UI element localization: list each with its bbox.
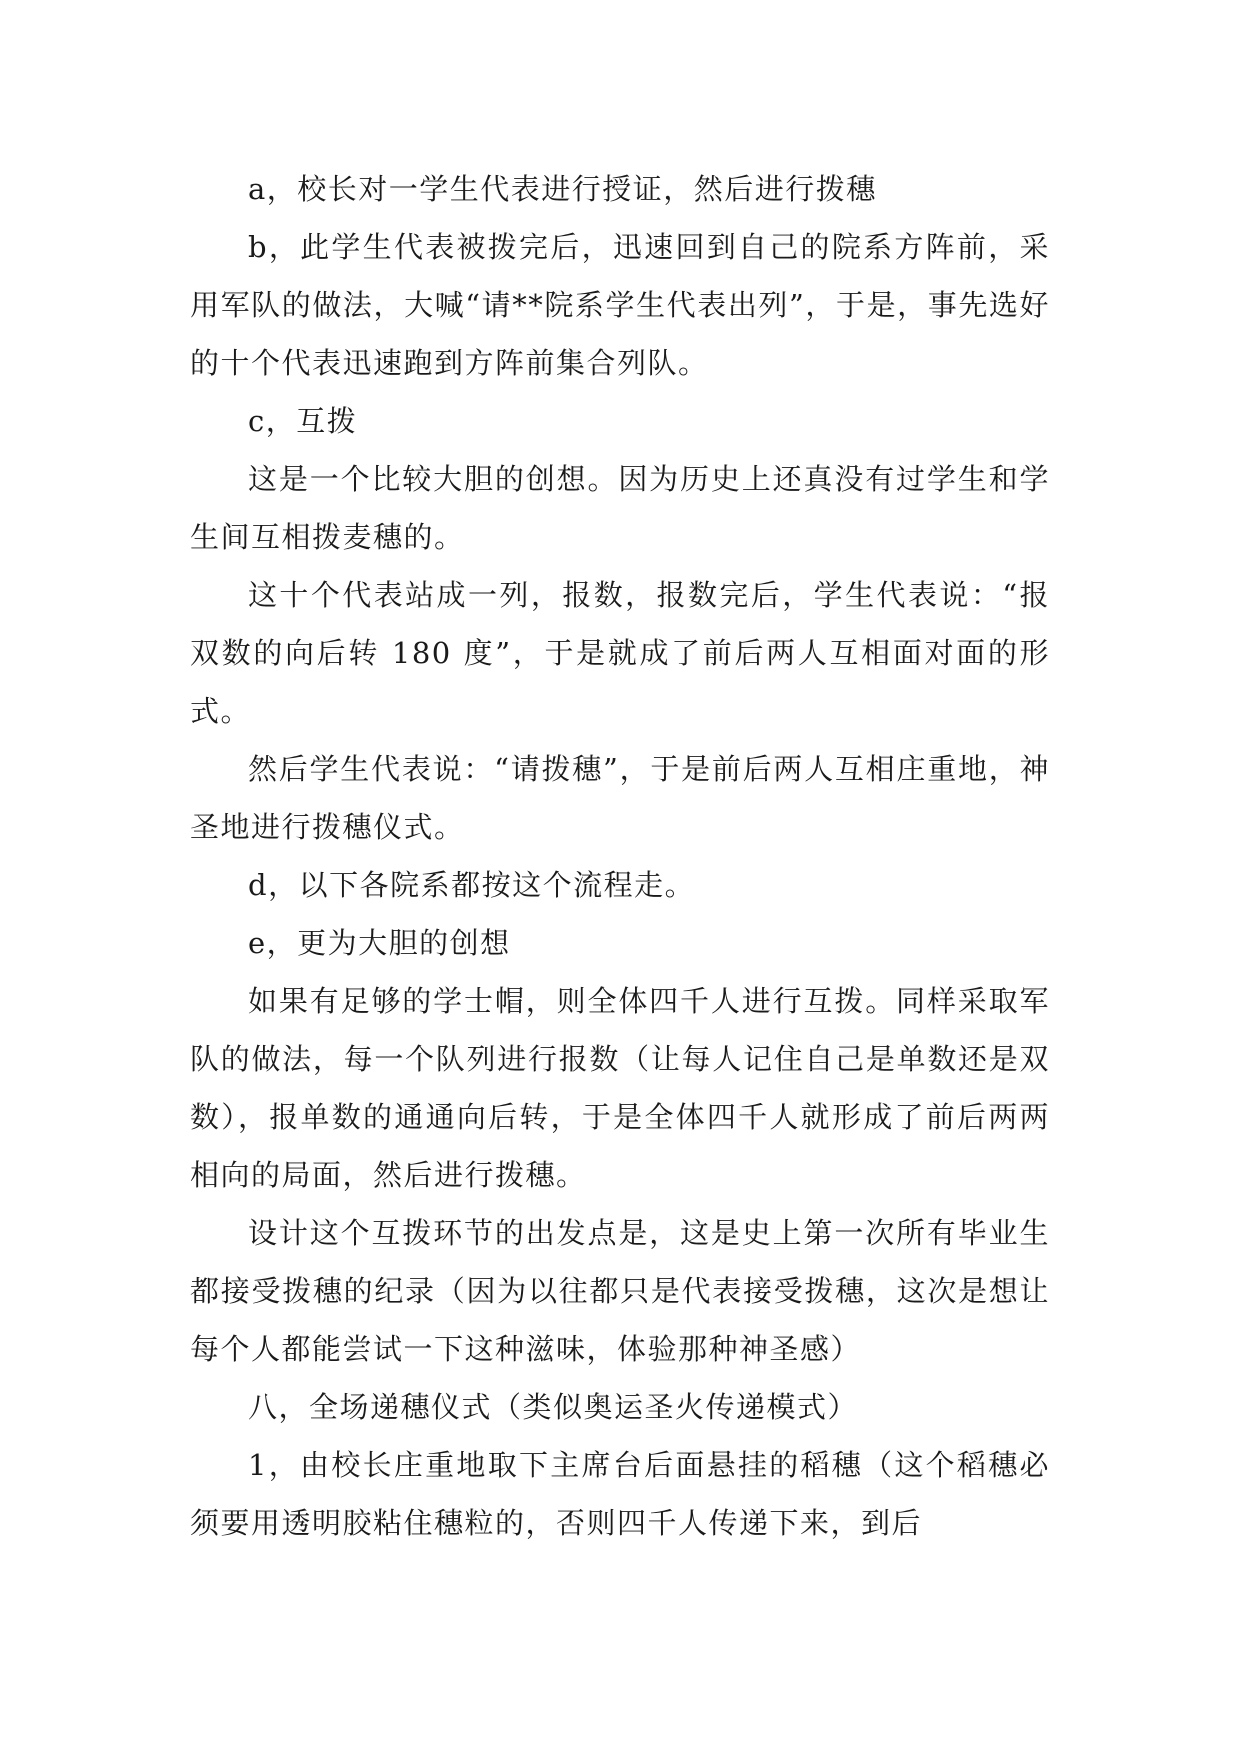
- paragraph-step-b: b，此学生代表被拨完后，迅速回到自己的院系方阵前，采用军队的做法，大喊“请**院系学生代表出列”，于是，事先选好的十个代表迅速跑到方阵前集合列队。: [190, 230, 1050, 380]
- paragraph-step-d: d，以下各院系都按这个流程走。: [248, 868, 696, 902]
- paragraph-count-off: 这十个代表站成一列，报数，报数完后，学生代表说：“报双数的向后转 180 度”，于是就成了前后两人互相面对面的形式。: [190, 578, 1050, 728]
- paragraph-tassel-turning: 然后学生代表说：“请拨穗”，于是前后两人互相庄重地，神圣地进行拨穗仪式。: [190, 752, 1050, 844]
- paragraph-item-one: 1，由校长庄重地取下主席台后面悬挂的稻穗（这个稻穗必须要用透明胶粘住穗粒的，否则四千人传递下来，到后: [190, 1448, 1050, 1540]
- paragraph-step-c: c，互拨: [248, 404, 358, 438]
- paragraph-section-eight-heading: 八，全场递穗仪式（类似奥运圣火传递模式）: [248, 1390, 859, 1424]
- paragraph-step-a: a，校长对一学生代表进行授证，然后进行拨穗: [248, 172, 877, 206]
- document-body: [190, 160, 1050, 1552]
- paragraph-bold-idea: 这是一个比较大胆的创想。因为历史上还真没有过学生和学生间互相拨麦穗的。: [190, 462, 1050, 554]
- paragraph-step-e: e，更为大胆的创想: [248, 926, 511, 960]
- paragraph-all-students: 如果有足够的学士帽，则全体四千人进行互拨。同样采取军队的做法，每一个队列进行报数（让每人记住自己是单数还是双数），报单数的通通向后转，于是全体四千人就形成了前后两两相向的局面，然后进行拨穗。: [190, 984, 1050, 1192]
- paragraph-design-rationale: 设计这个互拨环节的出发点是，这是史上第一次所有毕业生都接受拨穗的纪录（因为以往都只是代表接受拨穗，这次是想让每个人都能尝试一下这种滋味，体验那种神圣感）: [190, 1216, 1050, 1366]
